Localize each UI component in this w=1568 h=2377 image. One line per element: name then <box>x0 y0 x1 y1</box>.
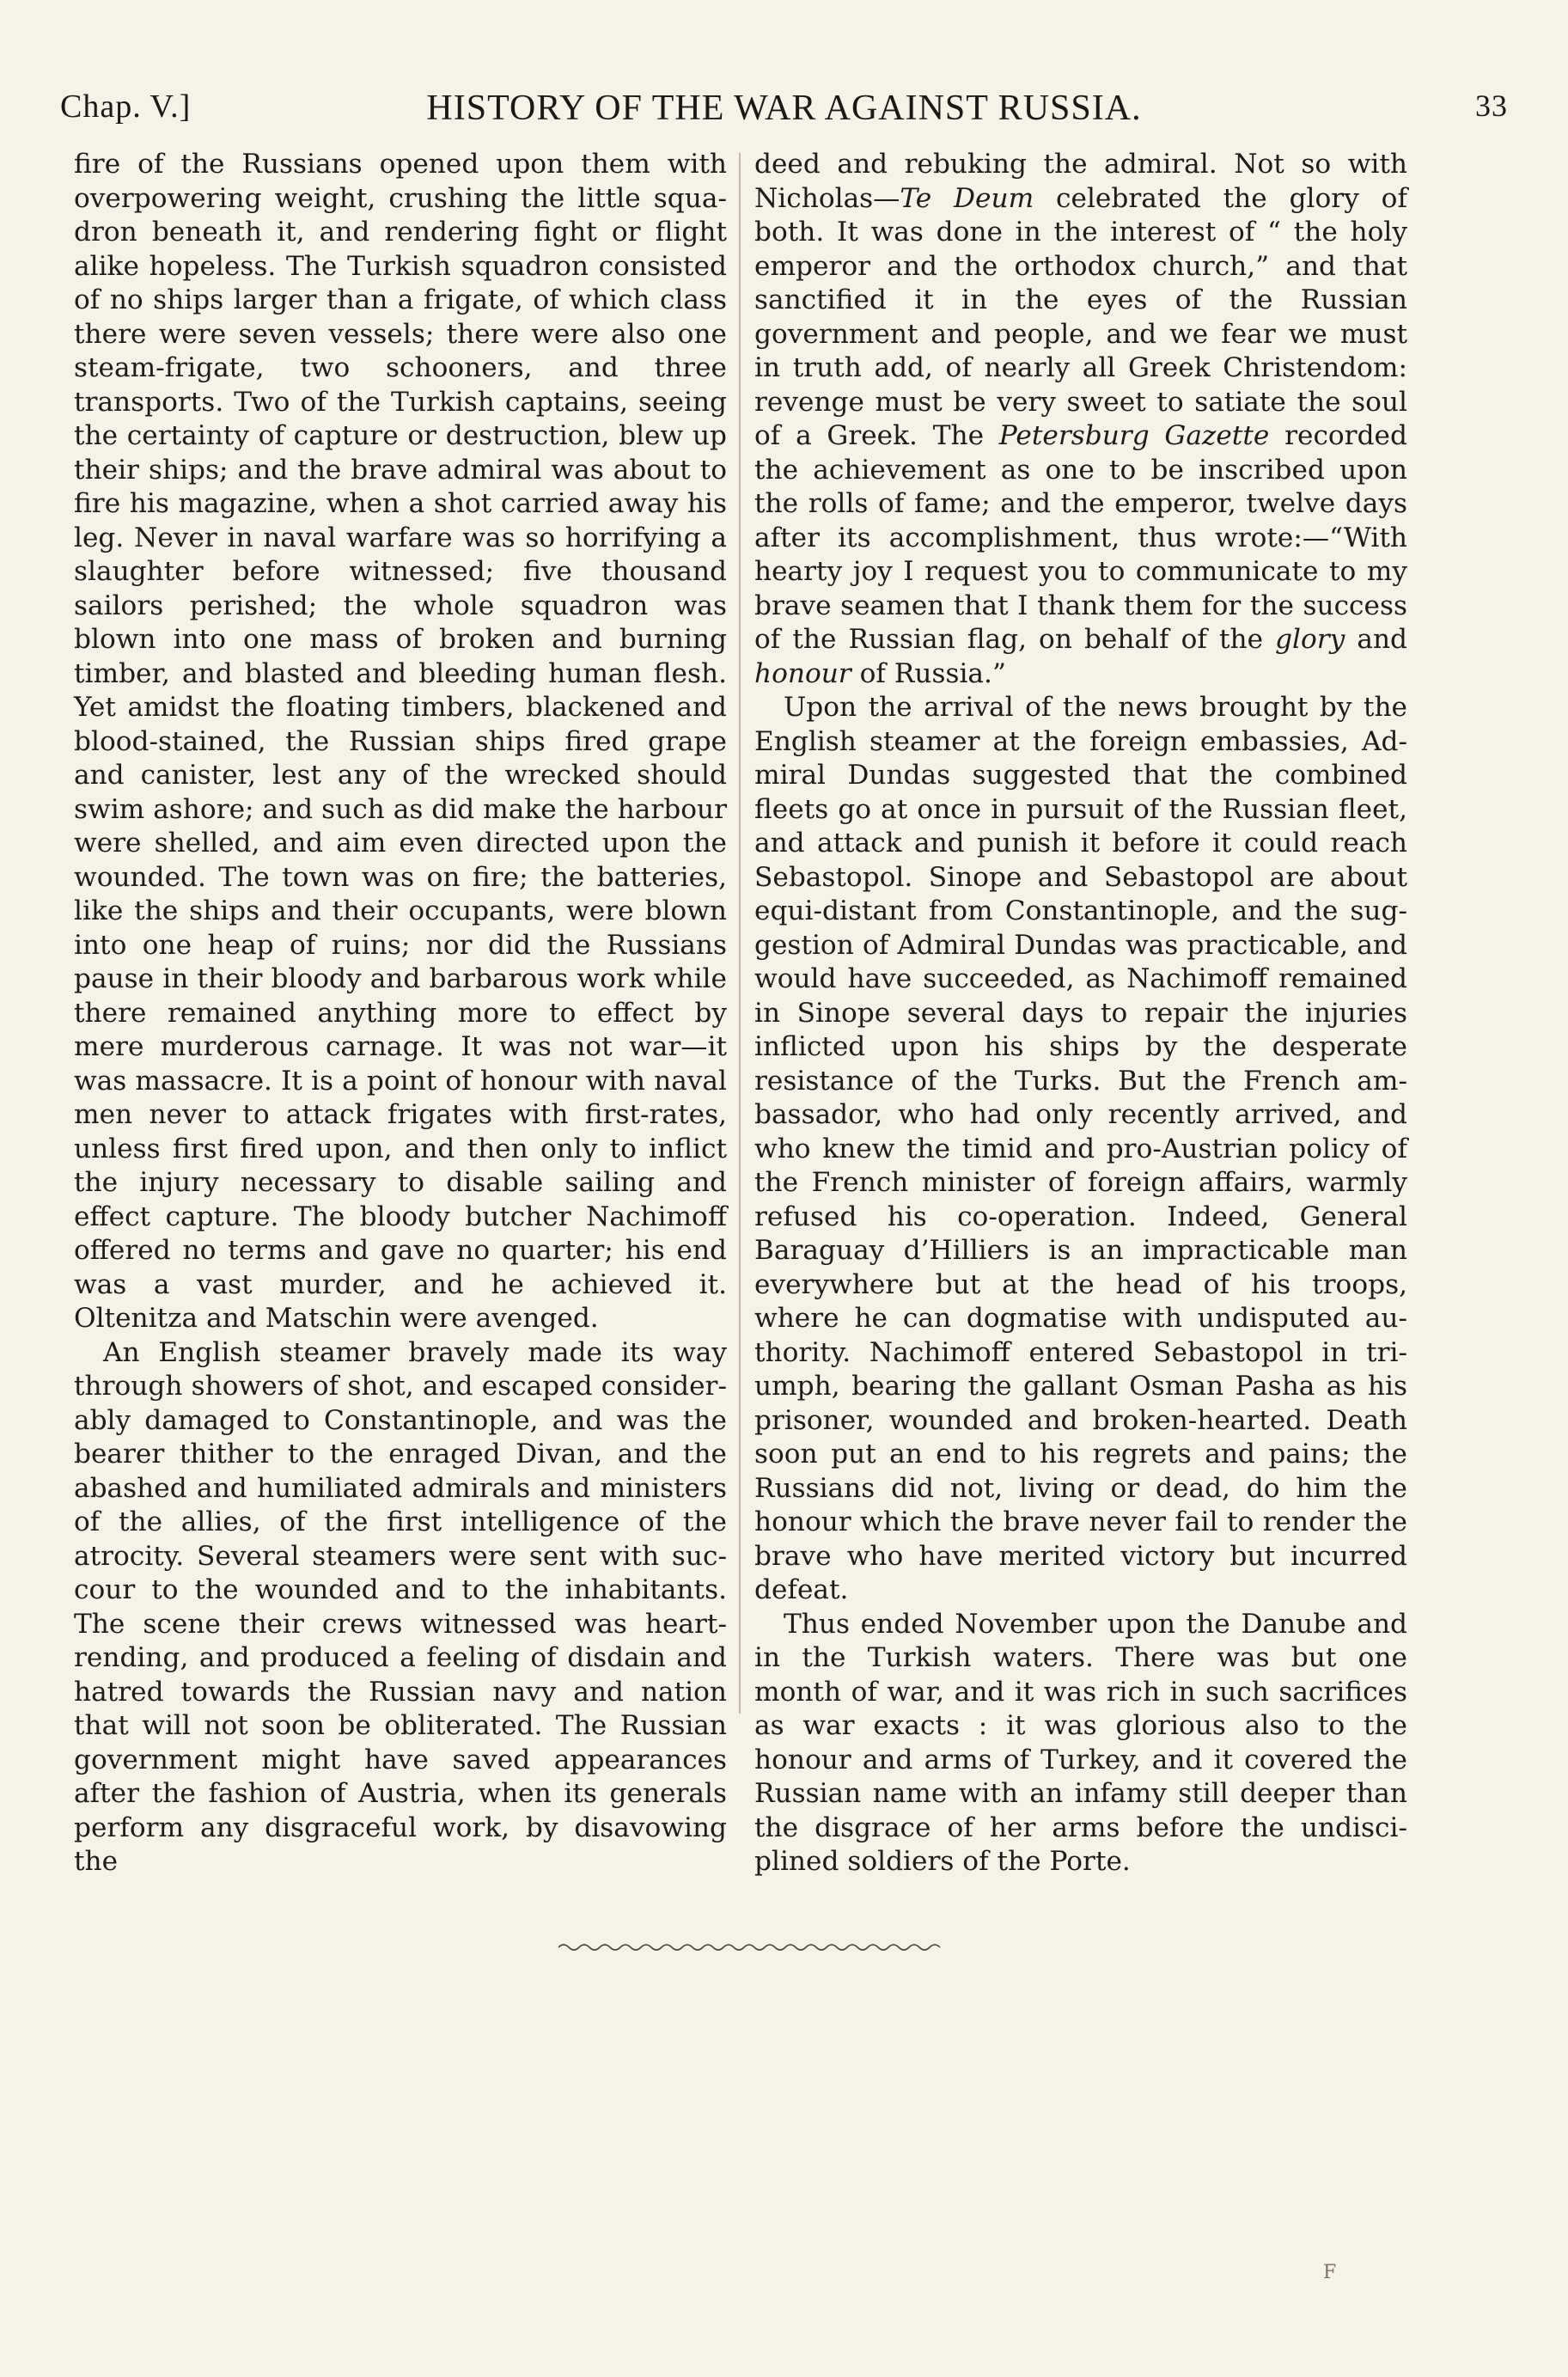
right-paragraph-1-text-c: celebrated the glory of both. It was done in the interest of “ the holy emperor and the orthodox church,” and that sanctified it in the eyes of the Russian government and people, and we fear we must in truth add, of nearly all Greek Christendom: revenge must be very sweet to satiate the soul of a Greek. The <box>754 182 1407 451</box>
right-paragraph-1-text-e: recorded the achievement as one to be inscribed upon the rolls of fame; and the emperor, twelve days after its accomplishment, thus wrote:—“With hearty joy I request you to communicate to my brave seamen that I thank them for the success of the Russian flag, on behalf of the <box>754 420 1407 655</box>
wavy-rule-ornament <box>558 1940 949 1954</box>
right-paragraph-1-text-i: of Russia.” <box>851 657 1006 689</box>
right-paragraph-2: Upon the arrival of the news brought by the English steamer at the foreign embassies, Admiral Dundas suggested that the combined fleets go at once in pursuit of the Russian fleet, and attack and punish it before it could reach Sebastopol. Sinope and Sebastopol are about equi-distant from Constantinople, and the suggestion of Admiral Dundas was practicable, and would have succeeded, as Nachimoff remained in Sinope several days to repair the injuries inflicted upon his ships by the desperate resistance of the Turks. But the French ambassador, who had only recently arrived, and who knew the timid and pro-Austrian policy of the French minister of foreign affairs, warmly refused his co-operation. Indeed, General Baraguay d’Hilliers is an impracticable man everywhere but at the head of his troops, where he can dogmatise with undisputed authority. Nachimoff entered Sebastopol in triumph, bearing the gallant Osman Pasha as his prisoner, wounded and broken-hearted. Death soon put an end to his regrets and pains; the Russians did not, living or dead, do him the honour which the brave never fail to render the brave who have merited victory but incurred defeat. <box>754 692 1407 1605</box>
right-column <box>754 148 1407 1879</box>
chapter-label: Chap. V.] <box>60 89 192 125</box>
running-header <box>60 88 1508 129</box>
left-paragraph-1: fire of the Russians opened upon them with overpowering weight, crushing the little squadron beneath it, and rendering fight or flight alike hopeless. The Turkish squadron consisted of no ships larger than a frigate, of which class there were seven vessels; there were also one steam-frigate, two schooners, and three transports. Two of the Turkish captains, seeing the certainty of capture or destruction, blew up their ships; and the brave admiral was about to fire his magazine, when a shot carried away his leg. Never in naval warfare was so horrifying a slaughter before witnessed; five thousand sailors perished; the whole squadron was blown into one mass of broken and burning timber, and blasted and bleeding human flesh. Yet amidst the floating timbers, blackened and blood-stained, the Russian ships fired grape and canister, lest any of the wrecked should swim ashore; and such as did make the harbour were shelled, and aim even directed upon the wounded. The town was on fire; the batteries, like the ships and their occupants, were blown into one heap of ruins; nor did the Russians pause in their bloody and barbarous work while there remained anything more to effect by mere murderous carnage. It was not war—it was massacre. It is a point of honour with naval men never to attack frigates with first-rates, unless first fired upon, and then only to inflict the injury necessary to disable sailing and effect capture. The bloody butcher Nachimoff offered no terms and gave no quarter; his end was a vast murder, and he achieved it. Oltenitza and Matschin were avenged. <box>74 149 727 1334</box>
italic-glory: glory <box>1275 624 1345 655</box>
right-paragraph-1 <box>754 148 1407 691</box>
signature-mark: F <box>1323 2262 1337 2283</box>
column-divider <box>739 153 741 1714</box>
running-title: HISTORY OF THE WAR AGAINST RUSSIA. <box>426 89 1142 128</box>
page-number: 33 <box>1475 89 1508 123</box>
left-paragraph-2: An English steamer bravely made its way through showers of shot, and escaped considerably damaged to Constantinople, and was the bearer thither to the enraged Divan, and the abashed and humiliated admirals and ministers of the allies, of the first intelligence of the atrocity. Several steamers were sent with succour to the wounded and to the inhabitants. The scene their crews witnessed was heart-rending, and produced a feeling of disdain and hatred towards the Russian navy and nation that will not soon be obliterated. The Russian government might have saved appearances after the fashion of Austria, when its generals perform any disgraceful work, by disavowing the <box>74 1336 727 1877</box>
right-paragraph-3: Thus ended November upon the Danube and in the Turkish waters. There was but one month of war, and it was rich in such sacrifices as war exacts : it was glorious also to the honour and arms of Turkey, and it covered the Russian name with an infamy still deeper than the disgrace of her arms before the undisciplined soldiers of the Porte. <box>754 1608 1407 1877</box>
right-paragraph-1-text-a: deed and rebuking the admiral. Not so with Nicholas— <box>754 149 1407 214</box>
italic-te-deum: Te Deum <box>900 182 1034 214</box>
right-paragraph-1-text-g: and <box>1345 624 1407 655</box>
italic-honour: honour <box>754 657 851 689</box>
italic-petersburg-gazette: Petersburg Gazette <box>998 420 1270 451</box>
left-column <box>74 148 727 1879</box>
